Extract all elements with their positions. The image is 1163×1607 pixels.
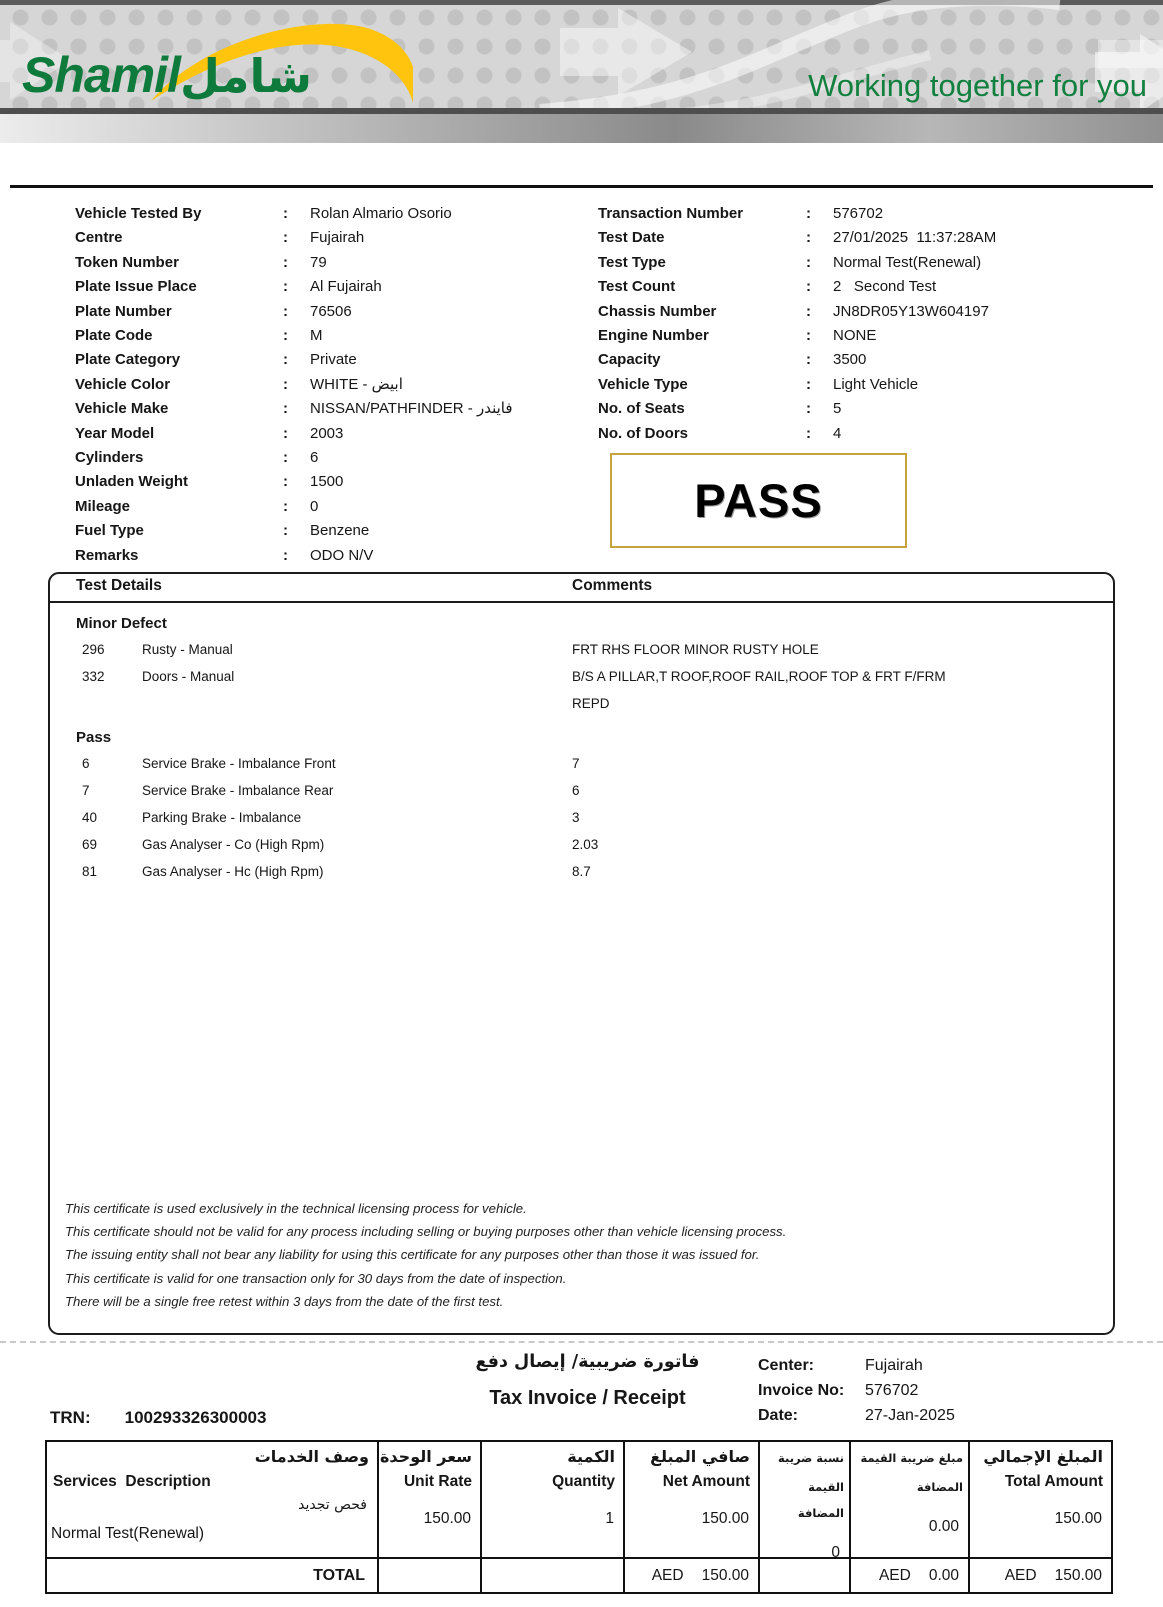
total-vat-cell: [851, 1557, 970, 1592]
field-label: Plate Code: [75, 327, 153, 345]
field-label: Vehicle Tested By: [75, 205, 202, 222]
field-colon: [283, 373, 310, 397]
field-colon: [806, 397, 833, 421]
field-label: Centre: [75, 229, 123, 247]
field-colon: [283, 275, 310, 299]
invoice-title-arabic: فاتورة ضريبية/ إيصال دفع: [475, 1352, 700, 1372]
defect-code: 332: [82, 669, 105, 684]
vat-rate-value: 0: [831, 1544, 840, 1557]
field-label: Capacity: [598, 351, 661, 369]
col-net-amount: [625, 1442, 760, 1557]
trn-value: 100293326300003: [124, 1408, 267, 1427]
defect-description: Doors - Manual: [142, 669, 235, 684]
field-colon: [283, 348, 310, 372]
field-value: Rolan Almario Osorio: [310, 205, 452, 222]
disclaimer-line: The issuing entity shall not bear any liability for using this certificate for any purposes other than those it was issued for.: [65, 1247, 760, 1263]
quantity-header-en: Quantity: [552, 1473, 615, 1490]
invoice-no-value: 576702: [865, 1382, 919, 1399]
test-code: 81: [82, 864, 98, 879]
test-description: Parking Brake - Imbalance: [142, 810, 302, 825]
separator-rule: [10, 185, 1153, 188]
field-row: [75, 226, 585, 250]
field-row: [598, 202, 1128, 226]
field-value: NONE: [833, 327, 877, 345]
vat-rate-header-ar: نسبة ضريبة: [778, 1451, 844, 1465]
logo-arabic: شامل: [179, 49, 313, 103]
total-amount-header-ar: المبلغ الإجمالي: [983, 1447, 1103, 1466]
services-header-ar: وصف الخدمات: [254, 1447, 369, 1466]
quantity-value: 1: [605, 1510, 614, 1527]
field-label: Remarks: [75, 546, 139, 564]
field-colon: [806, 422, 833, 446]
logo-latin: Shamil: [22, 47, 180, 103]
section-title-minor-defect: Minor Defect: [76, 615, 167, 632]
test-description: Gas Analyser - Co (High Rpm): [142, 837, 325, 852]
test-description: Service Brake - Imbalance Front: [142, 756, 336, 771]
field-label: Plate Issue Place: [75, 278, 197, 296]
invoice-meta: [758, 1353, 955, 1428]
service-name-ar: فحص تجديد: [298, 1497, 367, 1513]
total-vat-value: 0.00: [928, 1566, 959, 1584]
field-label: Transaction Number: [598, 205, 744, 222]
vehicle-details-right-column: [598, 202, 1128, 446]
comments-title: Comments: [572, 577, 653, 594]
field-row: [75, 470, 585, 494]
col-vat-rate: [760, 1442, 851, 1557]
trn-row: [50, 1408, 266, 1428]
test-code: 69: [82, 837, 98, 852]
field-value: 4: [833, 424, 842, 442]
field-value: Benzene: [310, 522, 370, 540]
field-value: 3500: [833, 351, 867, 369]
field-value: 2 Second Test: [833, 278, 937, 296]
field-colon: [283, 251, 310, 275]
field-row: [75, 251, 585, 275]
field-row: [75, 324, 585, 348]
currency-code: AED: [878, 1566, 911, 1584]
field-value: Normal Test(Renewal): [833, 253, 982, 271]
field-value: Al Fujairah: [310, 278, 382, 296]
field-row: [598, 373, 1128, 397]
test-row: [50, 663, 1113, 717]
test-code: 6: [82, 756, 90, 771]
defect-code: 296: [82, 642, 105, 657]
field-colon: [806, 202, 833, 226]
test-details-header: [50, 574, 1113, 603]
services-header-en: Services Description: [53, 1473, 211, 1490]
field-colon: [283, 397, 310, 421]
total-net-value: 150.00: [701, 1566, 749, 1584]
total-net-cell: [625, 1557, 760, 1592]
field-value: NISSAN/PATHFINDER - فايندر: [310, 400, 513, 418]
field-colon: [283, 202, 310, 226]
field-value: JN8DR05Y13W604197: [833, 302, 989, 320]
disclaimer-line: This certificate should not be valid for any process including selling or buying purposes other than vehicle licensing process.: [65, 1224, 787, 1240]
field-label: Mileage: [75, 497, 131, 515]
field-value: Private: [310, 351, 357, 369]
test-row: [50, 831, 1113, 858]
field-row: [75, 373, 585, 397]
brand-banner: [0, 0, 1163, 108]
disclaimer-line: This certificate is used exclusively in the technical licensing process for vehicle.: [65, 1201, 527, 1216]
vat-amount-header-ar2: المضافة: [916, 1480, 963, 1494]
field-label: Unladen Weight: [75, 473, 189, 491]
invoice-no-label: Invoice No:: [758, 1382, 845, 1399]
field-value: 1500: [310, 473, 344, 491]
disclaimer-block: [65, 1197, 1085, 1313]
col-vat-amount: [851, 1442, 970, 1557]
disclaimer-line: There will be a single free retest within 3 days from the date of the first test.: [65, 1293, 504, 1309]
field-row: [75, 300, 585, 324]
invoice-titles: [400, 1352, 775, 1410]
field-row: [598, 275, 1128, 299]
field-value: ODO N/V: [310, 546, 374, 564]
total-amount-value: 150.00: [1054, 1510, 1102, 1527]
field-value: Fujairah: [310, 229, 365, 247]
field-colon: [806, 373, 833, 397]
field-value: 2003: [310, 424, 344, 442]
field-row: [598, 348, 1128, 372]
field-row: [598, 422, 1128, 446]
test-result-value: 6: [572, 783, 580, 798]
result-pass-text: PASS: [694, 474, 823, 527]
col-services-description: [47, 1442, 379, 1557]
field-value: Light Vehicle: [833, 375, 919, 393]
field-colon: [283, 226, 310, 250]
unit-rate-header-en: Unit Rate: [403, 1473, 472, 1490]
total-grand-cell: [970, 1557, 1111, 1592]
field-row: [598, 324, 1128, 348]
date-value: 27-Jan-2025: [865, 1407, 955, 1424]
currency-code: AED: [1004, 1566, 1037, 1584]
shamil-logo: [22, 8, 452, 106]
field-row: [598, 251, 1128, 275]
defect-comment: B/S A PILLAR,T ROOF,ROOF RAIL,ROOF TOP & FRT F/FRM REPD: [572, 669, 946, 711]
defect-comment: FRT RHS FLOOR MINOR RUSTY HOLE: [572, 642, 819, 657]
invoice-date-row: [758, 1403, 955, 1428]
field-row: [75, 397, 585, 421]
grand-total-value: 150.00: [1054, 1566, 1102, 1584]
invoice-number-row: [758, 1378, 955, 1403]
field-label: Test Date: [598, 229, 665, 247]
col-unit-rate: [379, 1442, 482, 1557]
result-pass-badge: [610, 453, 907, 548]
disclaimer-line: This certificate is valid for one transaction only for 30 days from the date of inspection.: [65, 1270, 567, 1286]
field-label: No. of Doors: [598, 424, 688, 442]
currency-code: AED: [651, 1566, 684, 1584]
field-row: [598, 397, 1128, 421]
unit-rate-value: 150.00: [423, 1510, 471, 1527]
test-row: [50, 777, 1113, 804]
col-quantity: [482, 1442, 625, 1557]
field-value: 6: [310, 449, 319, 467]
field-label: Vehicle Type: [598, 375, 688, 393]
field-row: [75, 202, 585, 226]
date-label: Date:: [758, 1407, 799, 1424]
invoice-title-english: Tax Invoice / Receipt: [489, 1387, 686, 1409]
test-code: 7: [82, 783, 90, 798]
vat-rate-header-ar2: القيمة المضافة: [797, 1480, 844, 1520]
field-row: [75, 348, 585, 372]
field-value: WHITE - ابيض: [310, 375, 403, 393]
test-details-title: Test Details: [76, 577, 162, 594]
test-result-value: 2.03: [572, 837, 599, 852]
field-colon: [806, 324, 833, 348]
field-colon: [283, 519, 310, 543]
dashed-separator: [0, 1341, 1163, 1343]
field-row: [75, 519, 585, 543]
center-value: Fujairah: [865, 1357, 923, 1374]
total-unit-rate-cell: [379, 1557, 482, 1592]
invoice-table: [45, 1440, 1113, 1594]
field-label: Test Type: [598, 253, 666, 271]
test-description: Service Brake - Imbalance Rear: [142, 783, 334, 798]
net-amount-header-ar: صافي المبلغ: [650, 1447, 750, 1466]
total-amount-header-en: Total Amount: [1004, 1473, 1103, 1490]
field-label: Chassis Number: [598, 302, 717, 320]
field-colon: [806, 275, 833, 299]
brand-tagline: Working together for you: [808, 68, 1147, 103]
field-label: Token Number: [75, 253, 179, 271]
field-label: Vehicle Color: [75, 375, 171, 393]
field-label: Vehicle Make: [75, 400, 169, 418]
field-label: Plate Category: [75, 351, 181, 369]
field-value: 576702: [833, 205, 884, 222]
test-result-value: 7: [572, 756, 580, 771]
test-details-panel: [48, 572, 1115, 1335]
field-label: No. of Seats: [598, 400, 685, 418]
vat-amount-value: 0.00: [928, 1518, 959, 1535]
defect-description: Rusty - Manual: [142, 642, 233, 657]
field-colon: [283, 300, 310, 324]
field-label: Test Count: [598, 278, 676, 296]
field-colon: [806, 226, 833, 250]
field-row: [75, 275, 585, 299]
field-value: 76506: [310, 302, 352, 320]
total-vat-rate-cell: [760, 1557, 851, 1592]
field-label: Engine Number: [598, 327, 709, 345]
field-colon: [283, 324, 310, 348]
quantity-header-ar: الكمية: [567, 1447, 615, 1466]
total-label-cell: [47, 1557, 379, 1592]
field-row: [75, 422, 585, 446]
vat-amount-header-ar: مبلغ ضريبة القيمة: [860, 1451, 963, 1465]
center-label: Center:: [758, 1357, 815, 1374]
field-value: 27/01/2025 11:37:28AM: [833, 229, 997, 247]
unit-rate-header-ar: سعر الوحدة: [379, 1447, 472, 1466]
section-title-pass: Pass: [76, 729, 112, 746]
field-value: 79: [310, 253, 327, 271]
field-colon: [806, 300, 833, 324]
col-total-amount: [970, 1442, 1111, 1557]
field-row: [75, 495, 585, 519]
total-quantity-cell: [482, 1557, 625, 1592]
invoice-center-row: [758, 1353, 955, 1378]
logo-text: [22, 46, 312, 104]
divider-gradient-bar: [0, 108, 1163, 143]
field-row: [75, 544, 585, 568]
vehicle-details-left-column: [75, 202, 585, 568]
field-value: 0: [310, 497, 319, 515]
field-colon: [806, 251, 833, 275]
field-colon: [283, 422, 310, 446]
net-amount-value: 150.00: [701, 1510, 749, 1527]
field-colon: [806, 348, 833, 372]
test-row: [50, 858, 1113, 885]
field-label: Year Model: [75, 424, 155, 442]
field-colon: [283, 446, 310, 470]
field-row: [598, 226, 1128, 250]
service-name-en: Normal Test(Renewal): [51, 1525, 205, 1542]
field-value: 5: [833, 400, 842, 418]
trn-label: TRN:: [50, 1408, 91, 1427]
net-amount-header-en: Net Amount: [662, 1473, 750, 1490]
field-row: [598, 300, 1128, 324]
test-result-value: 8.7: [572, 864, 591, 879]
field-label: Cylinders: [75, 449, 144, 467]
total-label: TOTAL: [313, 1566, 365, 1584]
field-value: M: [310, 327, 323, 345]
field-colon: [283, 495, 310, 519]
field-label: Fuel Type: [75, 522, 144, 540]
divider-silver-gradient: [0, 114, 1163, 143]
field-label: Plate Number: [75, 302, 172, 320]
test-result-value: 3: [572, 810, 580, 825]
test-row: [50, 636, 1113, 663]
test-description: Gas Analyser - Hc (High Rpm): [142, 864, 324, 879]
test-code: 40: [82, 810, 98, 825]
test-row: [50, 750, 1113, 777]
field-colon: [283, 544, 310, 568]
field-colon: [283, 470, 310, 494]
test-row: [50, 804, 1113, 831]
field-row: [75, 446, 585, 470]
